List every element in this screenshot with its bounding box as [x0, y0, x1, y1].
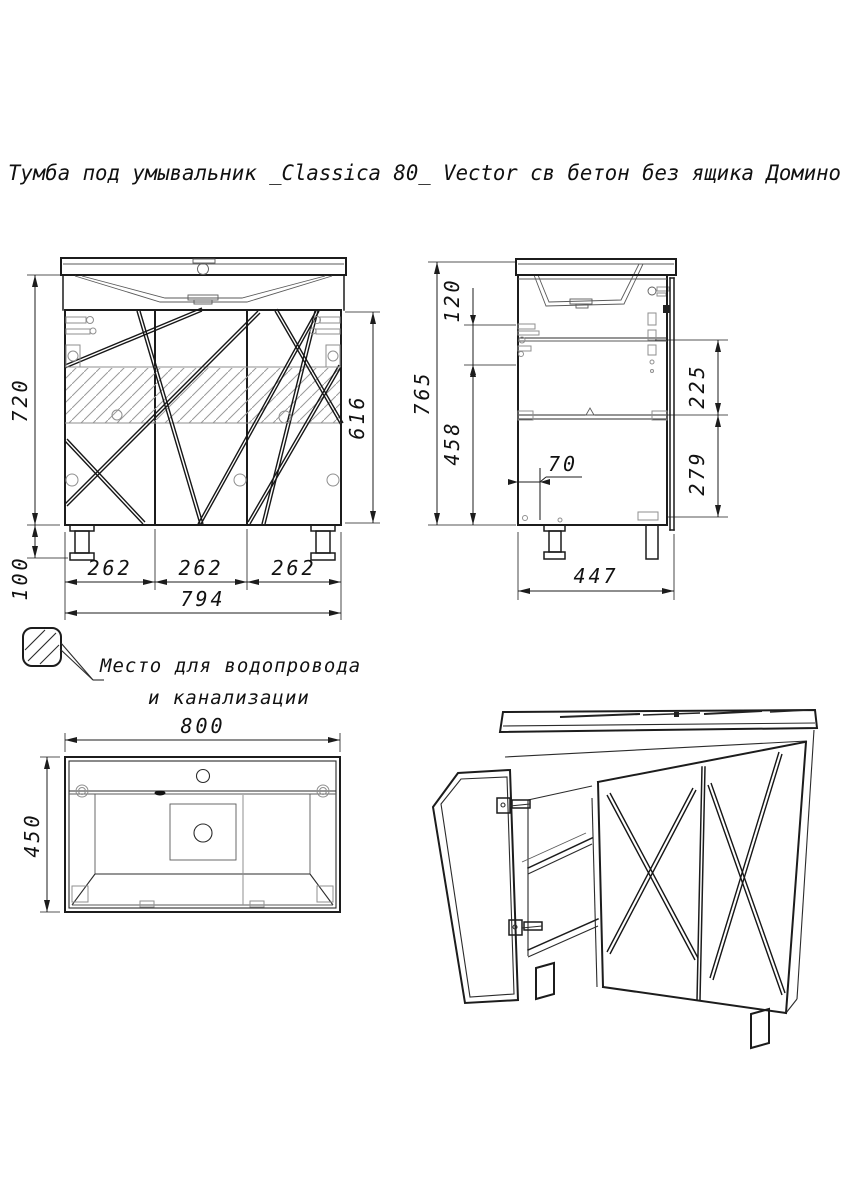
overflow-slot [155, 791, 166, 796]
iso-view [433, 710, 817, 1048]
side-view [410, 259, 728, 600]
dim-765: 765 [410, 370, 434, 416]
dim-720: 720 [8, 377, 32, 423]
dim-225: 225 [685, 363, 709, 409]
dim-458: 458 [440, 420, 464, 466]
front-view [8, 258, 380, 620]
hinge-bottom [509, 920, 542, 935]
dim-120-group [440, 277, 516, 377]
dim-720-group [8, 275, 60, 525]
hinge-top [497, 798, 530, 813]
dim-616-group [345, 312, 380, 523]
dim-70-group [508, 452, 582, 485]
side-sink [516, 259, 676, 308]
dim-794: 794 [180, 587, 226, 611]
iso-shelf [522, 833, 592, 874]
dim-800: 800 [180, 714, 226, 738]
dim-279: 279 [685, 450, 709, 496]
drawing-title: Тумба под умывальник _Classica 80_ Vector св бетон без ящика Домино [8, 161, 841, 185]
dim-100-group [8, 525, 68, 601]
dim-262-mid: 262 [178, 556, 224, 580]
front-sink [61, 258, 346, 310]
iso-leg-right [751, 1009, 769, 1048]
front-cabinet [65, 308, 343, 560]
dim-100: 100 [8, 555, 32, 601]
legend-note-line1: Место для водопровода [100, 655, 362, 677]
dim-447: 447 [573, 564, 619, 588]
dim-450-group [20, 757, 60, 912]
dim-width-group [65, 529, 341, 620]
leader-line [60, 649, 93, 680]
dim-120: 120 [440, 277, 464, 323]
drain-hole [194, 824, 212, 842]
top-view [20, 714, 340, 912]
faucet-hole-top [197, 770, 210, 783]
dim-458-group [440, 365, 473, 525]
legend [23, 628, 361, 709]
legend-note-line2: и канализации [148, 687, 310, 709]
dim-800-group [65, 714, 340, 752]
dim-447-group [518, 532, 674, 600]
dim-70: 70 [547, 452, 579, 476]
front-feet [70, 525, 335, 560]
side-cabinet [518, 275, 674, 559]
dim-262-right: 262 [271, 556, 317, 580]
dim-262-left: 262 [87, 556, 133, 580]
dim-225-group [655, 340, 728, 415]
side-feet [544, 525, 658, 559]
dim-450: 450 [20, 812, 44, 858]
iso-right-doors [607, 752, 785, 1000]
faucet-hole [198, 264, 209, 275]
iso-leg-left [536, 963, 554, 999]
dim-279-group [667, 415, 728, 517]
dim-616: 616 [345, 394, 369, 440]
iso-sink-top [500, 710, 817, 732]
